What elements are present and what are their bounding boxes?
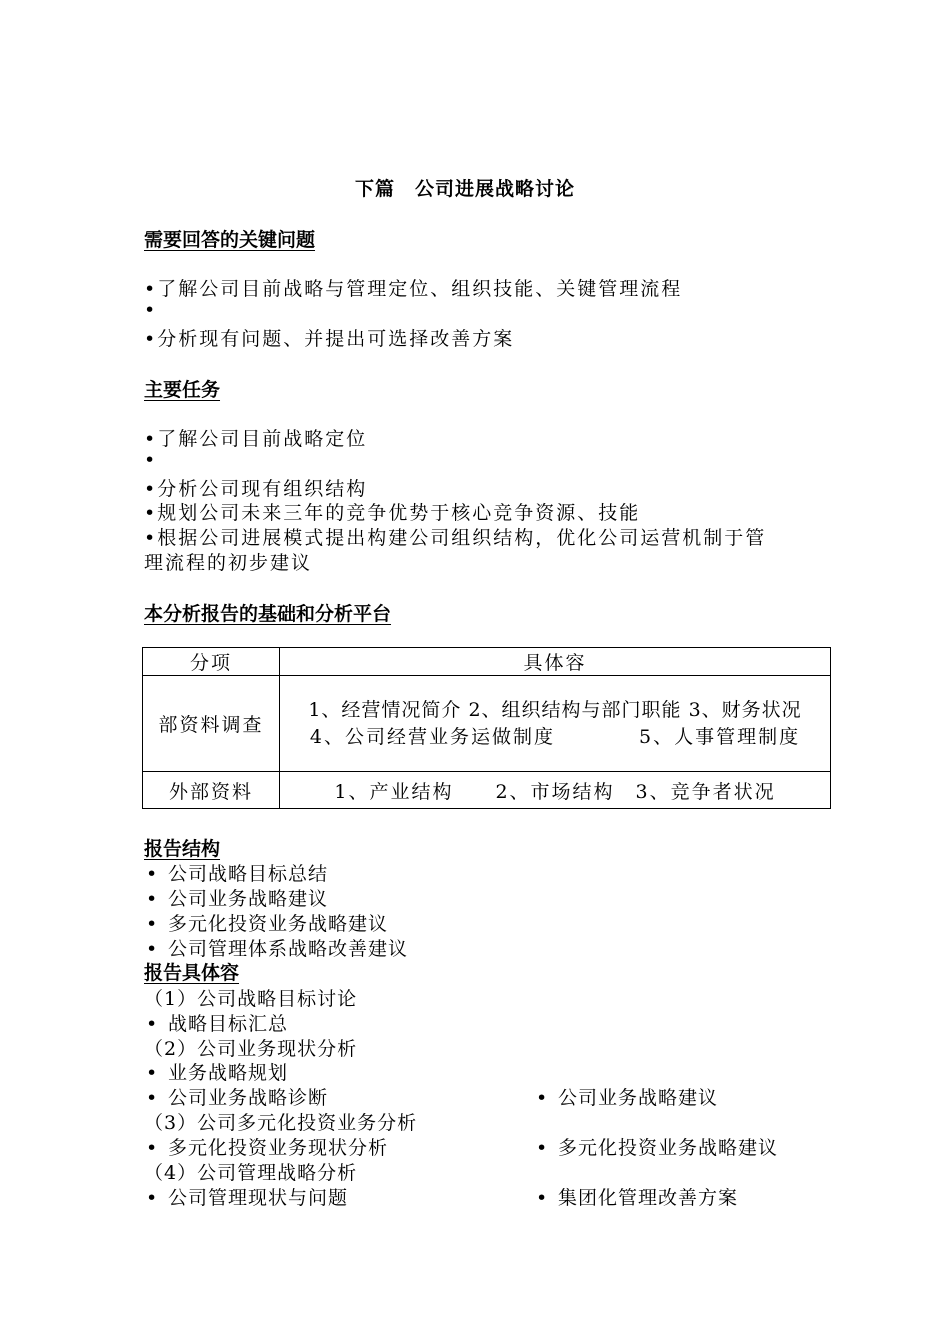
list-item-text: 多元化投资业务战略建议	[558, 1137, 779, 1159]
list-item-text: 公司管理体系战略改善建议	[168, 938, 409, 960]
list-item-text: 战略目标汇总	[168, 1013, 289, 1035]
table-cell-label: 部资料调查	[143, 676, 280, 772]
section-heading-report-details: 报告具体容	[144, 962, 240, 984]
bullet: •	[146, 938, 159, 960]
page-title: 下篇 公司进展战略讨论	[355, 178, 576, 200]
list-item	[146, 1058, 288, 1085]
list-item	[536, 1183, 738, 1210]
list-item: •	[144, 449, 158, 471]
table-cell-label: 外部资料	[143, 772, 280, 809]
list-item: •分析现有问题、并提出可选择改善方案	[144, 328, 515, 350]
list-item	[536, 1083, 718, 1110]
list-item-text: 公司业务战略建议	[168, 888, 329, 910]
section-heading-main-tasks: 主要任务	[144, 379, 221, 401]
bullet: •	[146, 1087, 159, 1109]
list-item	[536, 1133, 778, 1160]
bullet: •	[146, 1013, 159, 1035]
section-heading-analysis-platform: 本分析报告的基础和分析平台	[144, 603, 392, 625]
table-header-row	[143, 648, 831, 676]
table-cell-content	[280, 772, 831, 809]
table-row	[143, 676, 831, 772]
list-item	[146, 1133, 388, 1160]
bullet: •	[146, 1137, 159, 1159]
table-row	[143, 772, 831, 809]
list-item-text: 多元化投资业务现状分析	[168, 1137, 389, 1159]
list-item-text: 公司业务战略建议	[558, 1087, 719, 1109]
list-item-text: 公司业务战略诊断	[168, 1087, 329, 1109]
list-item	[146, 909, 388, 936]
list-item	[146, 859, 328, 886]
list-item	[146, 1183, 348, 1210]
list-item: •了解公司目前战略定位	[144, 428, 368, 450]
bullet: •	[146, 1187, 159, 1209]
list-item: •	[144, 299, 158, 321]
list-item-text: 公司战略目标总结	[168, 863, 329, 885]
bullet: •	[146, 913, 159, 935]
list-item-continuation: 理流程的初步建议	[144, 552, 313, 574]
bullet: •	[146, 1062, 159, 1084]
bullet: •	[536, 1087, 549, 1109]
analysis-table	[142, 647, 831, 809]
list-item: •根据公司进展模式提出构建公司组织结构，优化公司运营机制于管	[144, 527, 767, 549]
list-item-text: 业务战略规划	[168, 1062, 289, 1084]
section-heading-report-structure: 报告结构	[144, 838, 221, 860]
subsection-title: （1）公司战略目标讨论	[144, 988, 358, 1010]
subsection-title: （4）公司管理战略分析	[144, 1162, 358, 1184]
list-item	[146, 934, 408, 961]
list-item: •了解公司目前战略与管理定位、组织技能、关键管理流程	[144, 278, 683, 300]
table-cell-line: 4、公司经营业务运做制度 5、人事管理制度	[309, 725, 801, 748]
list-item	[146, 1009, 288, 1036]
table-header-cell: 分项	[143, 648, 280, 676]
bullet: •	[146, 888, 159, 910]
list-item	[146, 884, 328, 911]
list-item	[146, 1083, 328, 1110]
bullet: •	[536, 1187, 549, 1209]
table-cell-line: 1、产业结构 2、市场结构 3、竞争者状况	[334, 780, 776, 803]
list-item: •分析公司现有组织结构	[144, 478, 368, 500]
table-cell-line: 1、经营情况简介 2、组织结构与部门职能 3、财务状况	[308, 698, 802, 721]
bullet: •	[146, 863, 159, 885]
table-header-cell: 具体容	[280, 648, 831, 676]
list-item-text: 多元化投资业务战略建议	[168, 913, 389, 935]
section-heading-key-questions: 需要回答的关键问题	[144, 229, 316, 251]
bullet: •	[536, 1137, 549, 1159]
table-cell-content	[280, 676, 831, 772]
list-item-text: 公司管理现状与问题	[168, 1187, 349, 1209]
subsection-title: （2）公司业务现状分析	[144, 1038, 358, 1060]
list-item: •规划公司未来三年的竞争优势于核心竞争资源、技能	[144, 502, 641, 524]
list-item-text: 集团化管理改善方案	[558, 1187, 739, 1209]
subsection-title: （3）公司多元化投资业务分析	[144, 1112, 418, 1134]
